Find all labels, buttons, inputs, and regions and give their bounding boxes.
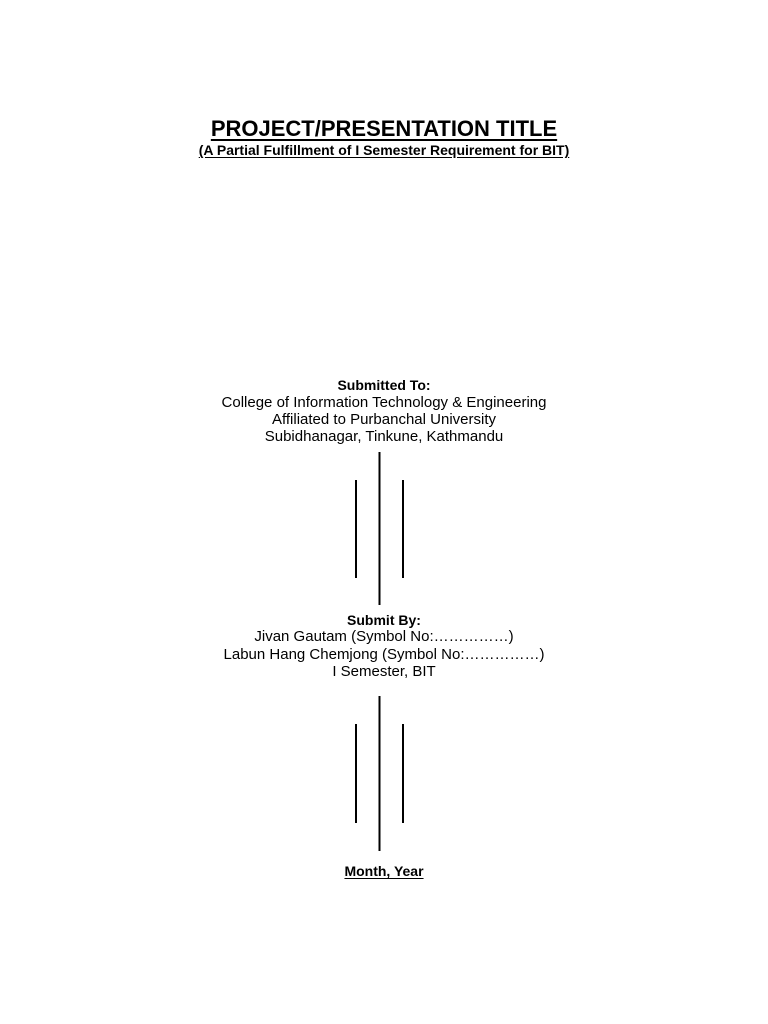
submit-by-line-2: Labun Hang Chemjong (Symbol No:……………) (223, 646, 545, 663)
submitted-to-line-1: College of Information Technology & Engineering (221, 394, 547, 411)
submit-by-heading: Submit By: (347, 612, 421, 628)
document-title: PROJECT/PRESENTATION TITLE (210, 116, 558, 141)
submit-by-line-3: I Semester, BIT (332, 663, 436, 680)
document-subtitle: (A Partial Fulfillment of I Semester Requirement for BIT) (198, 142, 570, 158)
submit-by-line-1: Jivan Gautam (Symbol No:……………) (254, 628, 514, 645)
vertical-line-divider-lower (0, 694, 768, 854)
month-year-line: Month, Year (344, 863, 424, 879)
submitted-to-line-2: Affiliated to Purbanchal University (271, 411, 496, 428)
submitted-to-heading: Submitted To: (337, 377, 431, 393)
vertical-line-divider-upper (0, 450, 768, 608)
submitted-to-line-3: Subidhanagar, Tinkune, Kathmandu (264, 428, 504, 445)
